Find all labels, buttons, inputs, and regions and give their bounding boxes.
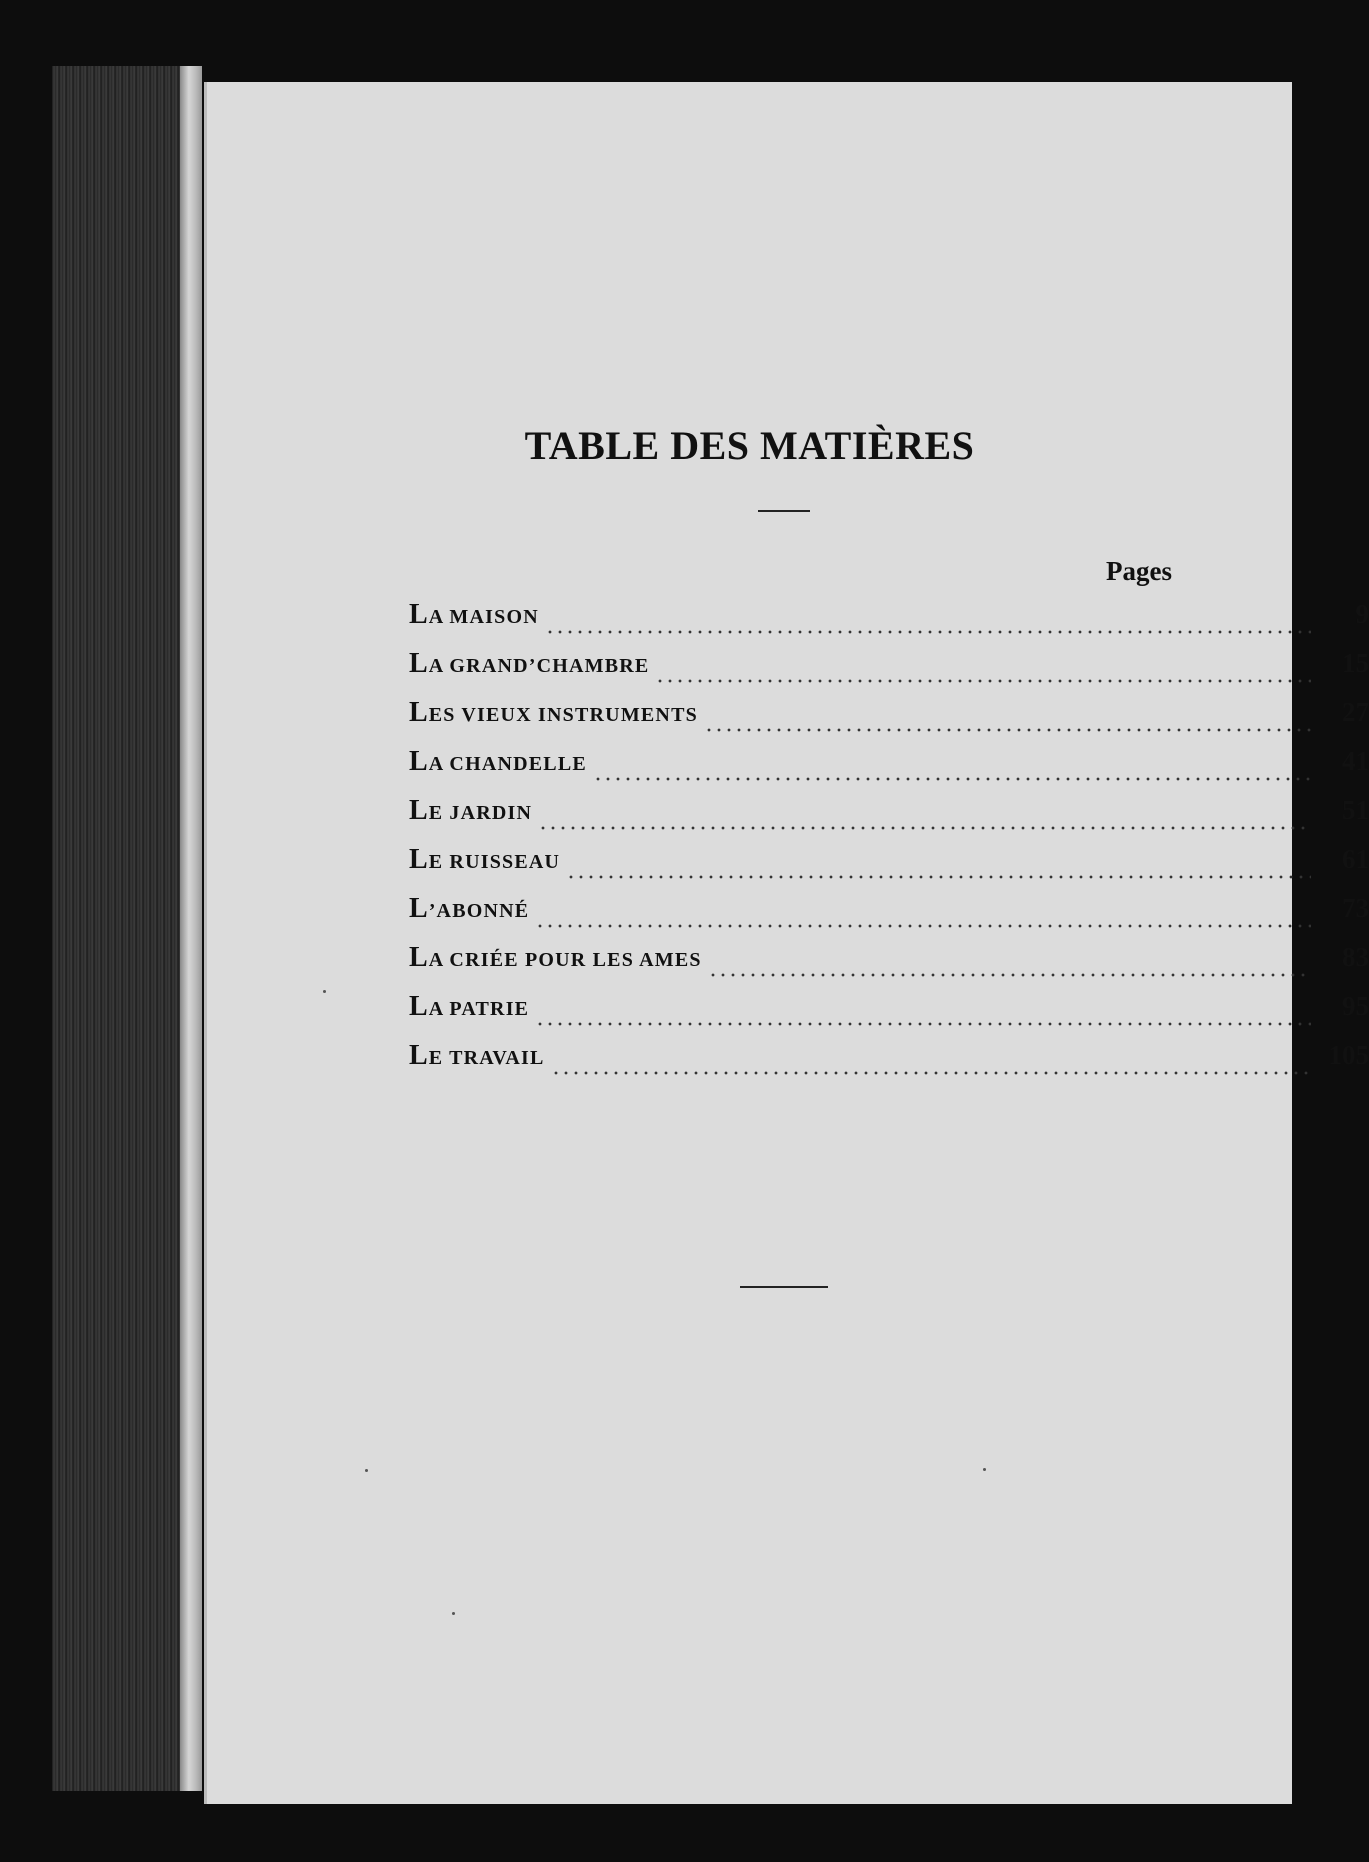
dot-leader: [535, 908, 1311, 928]
toc-entry: [409, 737, 1369, 786]
toc-entry-page: 51: [1342, 795, 1369, 825]
toc-entry-title: LE JARDIN: [409, 795, 533, 826]
toc-entry-page: 27: [1342, 697, 1369, 727]
end-divider: [740, 1286, 828, 1288]
dot-leader: [593, 761, 1311, 781]
toc-entry: [409, 933, 1369, 982]
dot-leader: [535, 1006, 1311, 1026]
toc-entry-page: 95: [1342, 991, 1369, 1021]
dot-leader: [545, 614, 1311, 634]
paper-speck: [983, 1468, 986, 1471]
toc-entry: [409, 835, 1369, 884]
toc-entry-page: 15: [1342, 648, 1369, 678]
toc-entry: [409, 639, 1369, 688]
toc-entry: [409, 590, 1369, 639]
table-of-contents: [409, 590, 1369, 1080]
toc-entry-title: LA CHANDELLE: [409, 746, 587, 777]
toc-entry-title: LA MAISON: [409, 599, 539, 630]
dot-leader: [704, 712, 1311, 732]
toc-entry-title: LES VIEUX INSTRUMENTS: [409, 697, 698, 728]
toc-entry-page: 105: [1328, 1040, 1369, 1070]
toc-entry-title: LE RUISSEAU: [409, 844, 561, 875]
toc-entry-page: 9: [1355, 599, 1369, 629]
toc-entry: [409, 982, 1369, 1031]
dot-leader: [538, 810, 1311, 830]
paper-speck: [365, 1469, 368, 1472]
page-title: TABLE DES MATIÈRES: [524, 423, 975, 468]
paper-speck: [323, 990, 326, 993]
dot-leader: [708, 957, 1311, 977]
toc-entry-title: LA GRAND’CHAMBRE: [409, 648, 650, 679]
toc-entry-title: L’ABONNÉ: [409, 893, 530, 924]
dot-leader: [551, 1055, 1311, 1075]
toc-entry-title: LE TRAVAIL: [409, 1040, 545, 1071]
toc-entry-title: LA CRIÉE POUR LES AMES: [409, 942, 702, 973]
book-page-edges: [52, 66, 202, 1791]
toc-entry-page: 73: [1342, 893, 1369, 923]
book-page: [204, 82, 1369, 1804]
title-divider: [758, 510, 810, 512]
paper-speck: [452, 1612, 455, 1615]
toc-entry: [409, 688, 1369, 737]
toc-entry: [409, 786, 1369, 835]
toc-entry-title: LA PATRIE: [409, 991, 530, 1022]
toc-entry: [409, 884, 1369, 933]
dot-leader: [655, 663, 1311, 683]
toc-entry: [409, 1031, 1369, 1080]
dot-leader: [566, 859, 1311, 879]
pages-column-header: Pages: [1106, 556, 1172, 586]
toc-entry-page: 61: [1342, 844, 1369, 874]
toc-entry-page: 83: [1342, 942, 1369, 972]
toc-entry-page: 41: [1342, 746, 1369, 776]
